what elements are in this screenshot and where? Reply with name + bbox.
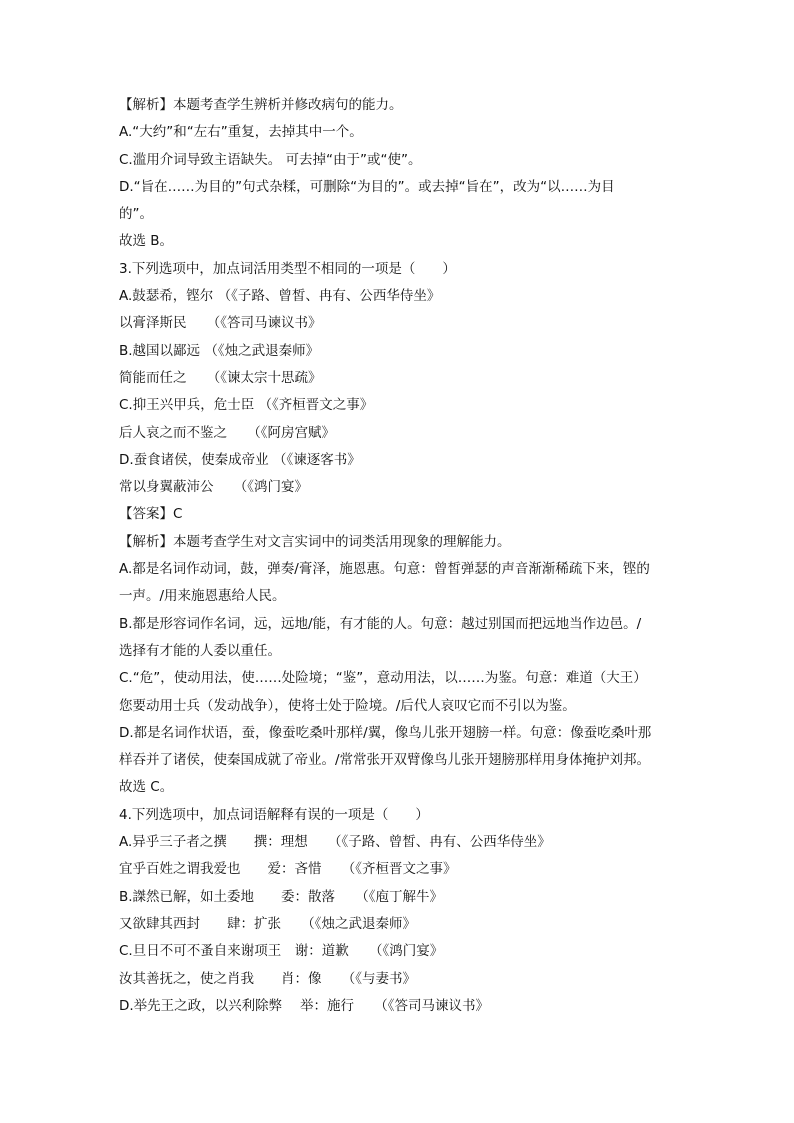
text-line: C.“危”，使动用法，使……处险境；“鉴”，意动用法，以……为鉴。句意：难道（大王） — [119, 670, 647, 687]
text-line: C.滥用介词导致主语缺失。 可去掉“由于”或“使”。 — [119, 151, 422, 168]
text-line: 故选 B。 — [119, 233, 174, 250]
question-3-stem: 3.下列选项中，加点词活用类型不相同的一项是（ ） — [119, 260, 456, 277]
text-line: 又欲肆其西封 肆：扩张 （《烛之武退秦师》 — [119, 915, 416, 932]
text-line: A.都是名词作动词，鼓，弹奏/膏泽，施恩惠。句意：曾皙弹瑟的声音渐渐稀疏下来，铿的 — [119, 561, 650, 578]
question-4-option-a: A.异乎三子者之撰 撰：理想 （《子路、曾皙、冉有、公西华侍坐》 — [119, 834, 551, 851]
text-line: B.都是形容词作名词，远，远地/能，有才能的人。句意：越过别国而把远地当作边邑。/ — [119, 615, 642, 632]
question-4-option-b: B.謋然已解，如土委地 委：散落 （《庖丁解牛》 — [119, 888, 444, 905]
text-line: 一声。/用来施恩惠给人民。 — [119, 588, 286, 605]
text-line: 简能而任之 （《谏太宗十思疏》 — [119, 369, 322, 386]
text-line: D.都是名词作状语，蚕，像蚕吃桑叶那样/翼，像鸟儿张开翅膀一样。句意：像蚕吃桑叶那 — [119, 724, 652, 741]
document-body — [119, 92, 699, 1020]
text-line: 宜乎百姓之谓我爱也 爱：吝惜 （《齐桓晋文之事》 — [119, 861, 457, 878]
question-3-option-d: D.蚕食诸侯，使秦成帝业 （《谏逐客书》 — [119, 451, 361, 468]
text-line: 【解析】本题考查学生辨析并修改病句的能力。 — [119, 97, 403, 113]
text-line: 汝其善抚之，使之肖我 肖：像 （《与妻书》 — [119, 970, 416, 987]
text-line: A.“大约”和“左右”重复，去掉其中一个。 — [119, 124, 363, 141]
text-line: D.“旨在……为目的”句式杂糅，可删除“为目的”。或去掉“旨在”，改为“以……为目 — [119, 178, 615, 195]
text-line: 选择有才能的人委以重任。 — [119, 642, 281, 659]
text-line: 您要动用士兵（发动战争），使将士处于险境。/后代人哀叹它而不引以为鉴。 — [119, 697, 576, 714]
question-3-option-b: B.越国以鄙远 （《烛之武退秦师》 — [119, 342, 320, 359]
question-3-option-a: A.鼓瑟希，铿尔 （《子路、曾皙、冉有、公西华侍坐》 — [119, 288, 441, 305]
text-line: 的”。 — [119, 206, 153, 223]
question-4-stem: 4.下列选项中，加点词语解释有误的一项是（ ） — [119, 806, 429, 823]
answer-line: 【答案】C — [119, 506, 183, 523]
text-line: 后人哀之而不鉴之 （《阿房宫赋》 — [119, 424, 335, 441]
text-line: 常以身翼蔽沛公 （《鸿门宴》 — [119, 479, 308, 496]
analysis-heading: 【解析】本题考查学生对文言实词中的词类活用现象的理解能力。 — [119, 533, 511, 550]
question-4-option-c: C.旦日不可不蚤自来谢项王 谢：道歉 （《鸿门宴》 — [119, 943, 444, 960]
text-line: 以膏泽斯民 （《答司马谏议书》 — [119, 315, 322, 332]
text-line: 故选 C。 — [119, 779, 174, 796]
text-line: 样吞并了诸侯，使秦国成就了帝业。/常常张开双臂像鸟儿张开翅膀那样用身体掩护刘邦。 — [119, 752, 651, 769]
question-3-option-c: C.抑王兴甲兵，危士臣 （《齐桓晋文之事》 — [119, 397, 374, 414]
question-4-option-d: D.举先王之政，以兴利除弊 举：施行 （《答司马谏议书》 — [119, 997, 489, 1014]
